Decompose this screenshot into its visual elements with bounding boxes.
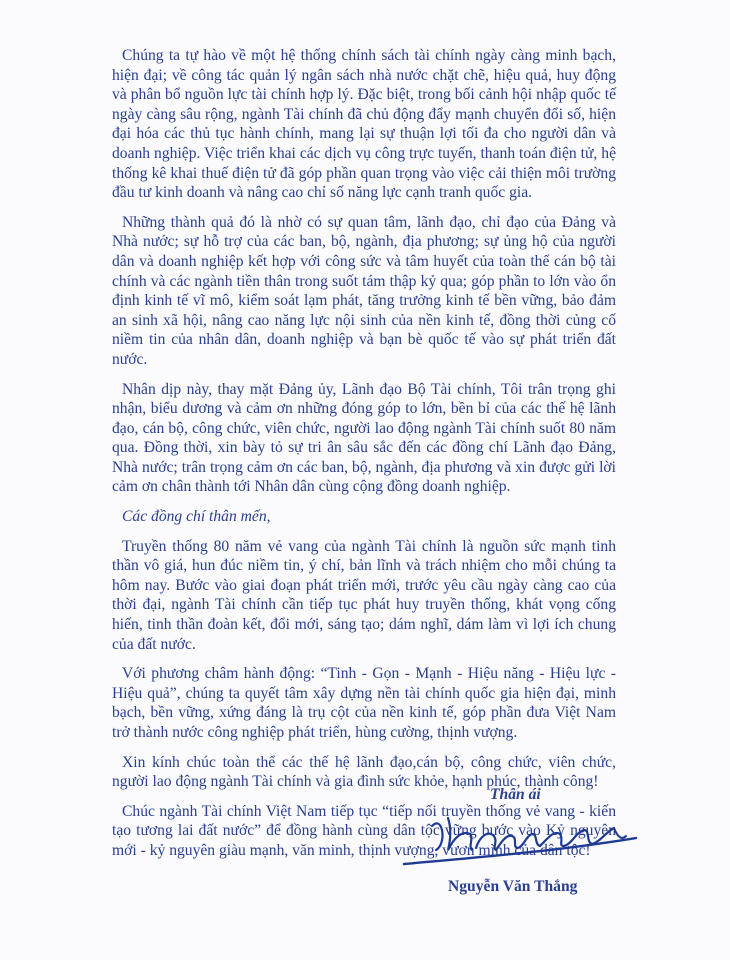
paragraph-achievements: Chúng ta tự hào về một hệ thống chính sách tài chính ngày càng minh bạch, hiện đại; về công tác quản lý ngân sách nhà nước chặt chẽ, hiệu quả, huy động và phân bổ nguồn lực tài chính hợp lý. Đặc biệt, trong bối cảnh hội nhập quốc tế ngày càng sâu rộng, ngành Tài chính đã chủ động đẩy mạnh chuyển đổi số, hiện đại hóa các thủ tục hành chính, mang lại sự thuận lợi tối đa cho người dân và doanh nghiệp. Việc triển khai các dịch vụ công trực tuyến, thanh toán điện tử, hệ thống kê khai thuế điện tử đã góp phần quan trọng vào việc cải thiện môi trường đầu tư kinh doanh và nâng cao chỉ số năng lực cạnh tranh quốc gia. [112,47,616,202]
paragraph-tradition: Truyền thống 80 năm vẻ vang của ngành Tài chính là nguồn sức mạnh tinh thần vô giá, hun đúc niềm tin, ý chí, bản lĩnh và trách nhiệm cho mỗi chúng ta hôm nay. Bước vào giai đoạn phát triển mới, trước yêu cầu ngày càng cao của thời đại, ngành Tài chính cần tiếp tục phát huy truyền thống, khát vọng cống hiến, tinh thần đoàn kết, đổi mới, sáng tạo; dám nghĩ, dám làm vì lợi ích chung của đất nước. [112,537,616,653]
signer-name: Nguyễn Văn Thắng [448,878,578,895]
paragraph-final-wish: Chúc ngành Tài chính Việt Nam tiếp tục “tiếp nối truyền thống vẻ vang - kiến tạo tương lai đất nước” để đồng hành cùng dân tộc vững bước vào Kỷ nguyên mới - kỷ nguyên giàu mạnh, văn minh, thịnh vượng, vươn mình của dân tộc! [112,802,616,859]
handwritten-signature [400,808,640,872]
salutation: Các đồng chí thân mến, [122,508,271,526]
paragraph-motto: Với phương châm hành động: “Tinh - Gọn - Mạnh - Hiệu năng - Hiệu lực - Hiệu quả”, chúng ta quyết tâm xây dựng nền tài chính quốc gia hiện đại, minh bạch, bền vững, xứng đáng là trụ cột của nền kinh tế, góp phần đưa Việt Nam trở thành nước công nghiệp phát triển, hùng cường, thịnh vượng. [112,665,616,741]
paragraph-gratitude-causes: Những thành quả đó là nhờ có sự quan tâm, lãnh đạo, chỉ đạo của Đảng và Nhà nước; sự hỗ trợ của các ban, bộ, ngành, địa phương; sự ủng hộ của người dân và doanh nghiệp kết hợp với công sức và tâm huyết của toàn thể cán bộ tài chính và các ngành tiền thân trong suốt tám thập kỷ qua; góp phần to lớn vào ổn định kinh tế vĩ mô, kiểm soát lạm phát, tăng trưởng kinh tế bền vững, bảo đảm an sinh xã hội, nâng cao năng lực nội sinh của nền kinh tế, đồng thời củng cố niềm tin của nhân dân, doanh nghiệp và bạn bè quốc tế vào sự phát triển đất nước. [112,213,616,368]
paragraph-thanks: Nhân dịp này, thay mặt Đảng ủy, Lãnh đạo Bộ Tài chính, Tôi trân trọng ghi nhận, biểu dương và cảm ơn những đóng góp to lớn, bền bỉ của các thế hệ lãnh đạo, cán bộ, công chức, viên chức, người lao động ngành Tài chính suốt 80 năm qua. Đồng thời, xin bày tỏ sự tri ân sâu sắc đến các đồng chí Lãnh đạo Đảng, Nhà nước; trân trọng cảm ơn các ban, bộ, ngành, địa phương và xin được gửi lời cảm ơn chân thành tới Nhân dân cùng cộng đồng doanh nghiệp. [112,380,616,496]
paragraph-wishes: Xin kính chúc toàn thể các thế hệ lãnh đạo,cán bộ, công chức, viên chức, người lao động ngành Tài chính và gia đình sức khỏe, hạnh phúc, thành công! [112,753,616,791]
closing-phrase: Thân ái [490,786,541,803]
